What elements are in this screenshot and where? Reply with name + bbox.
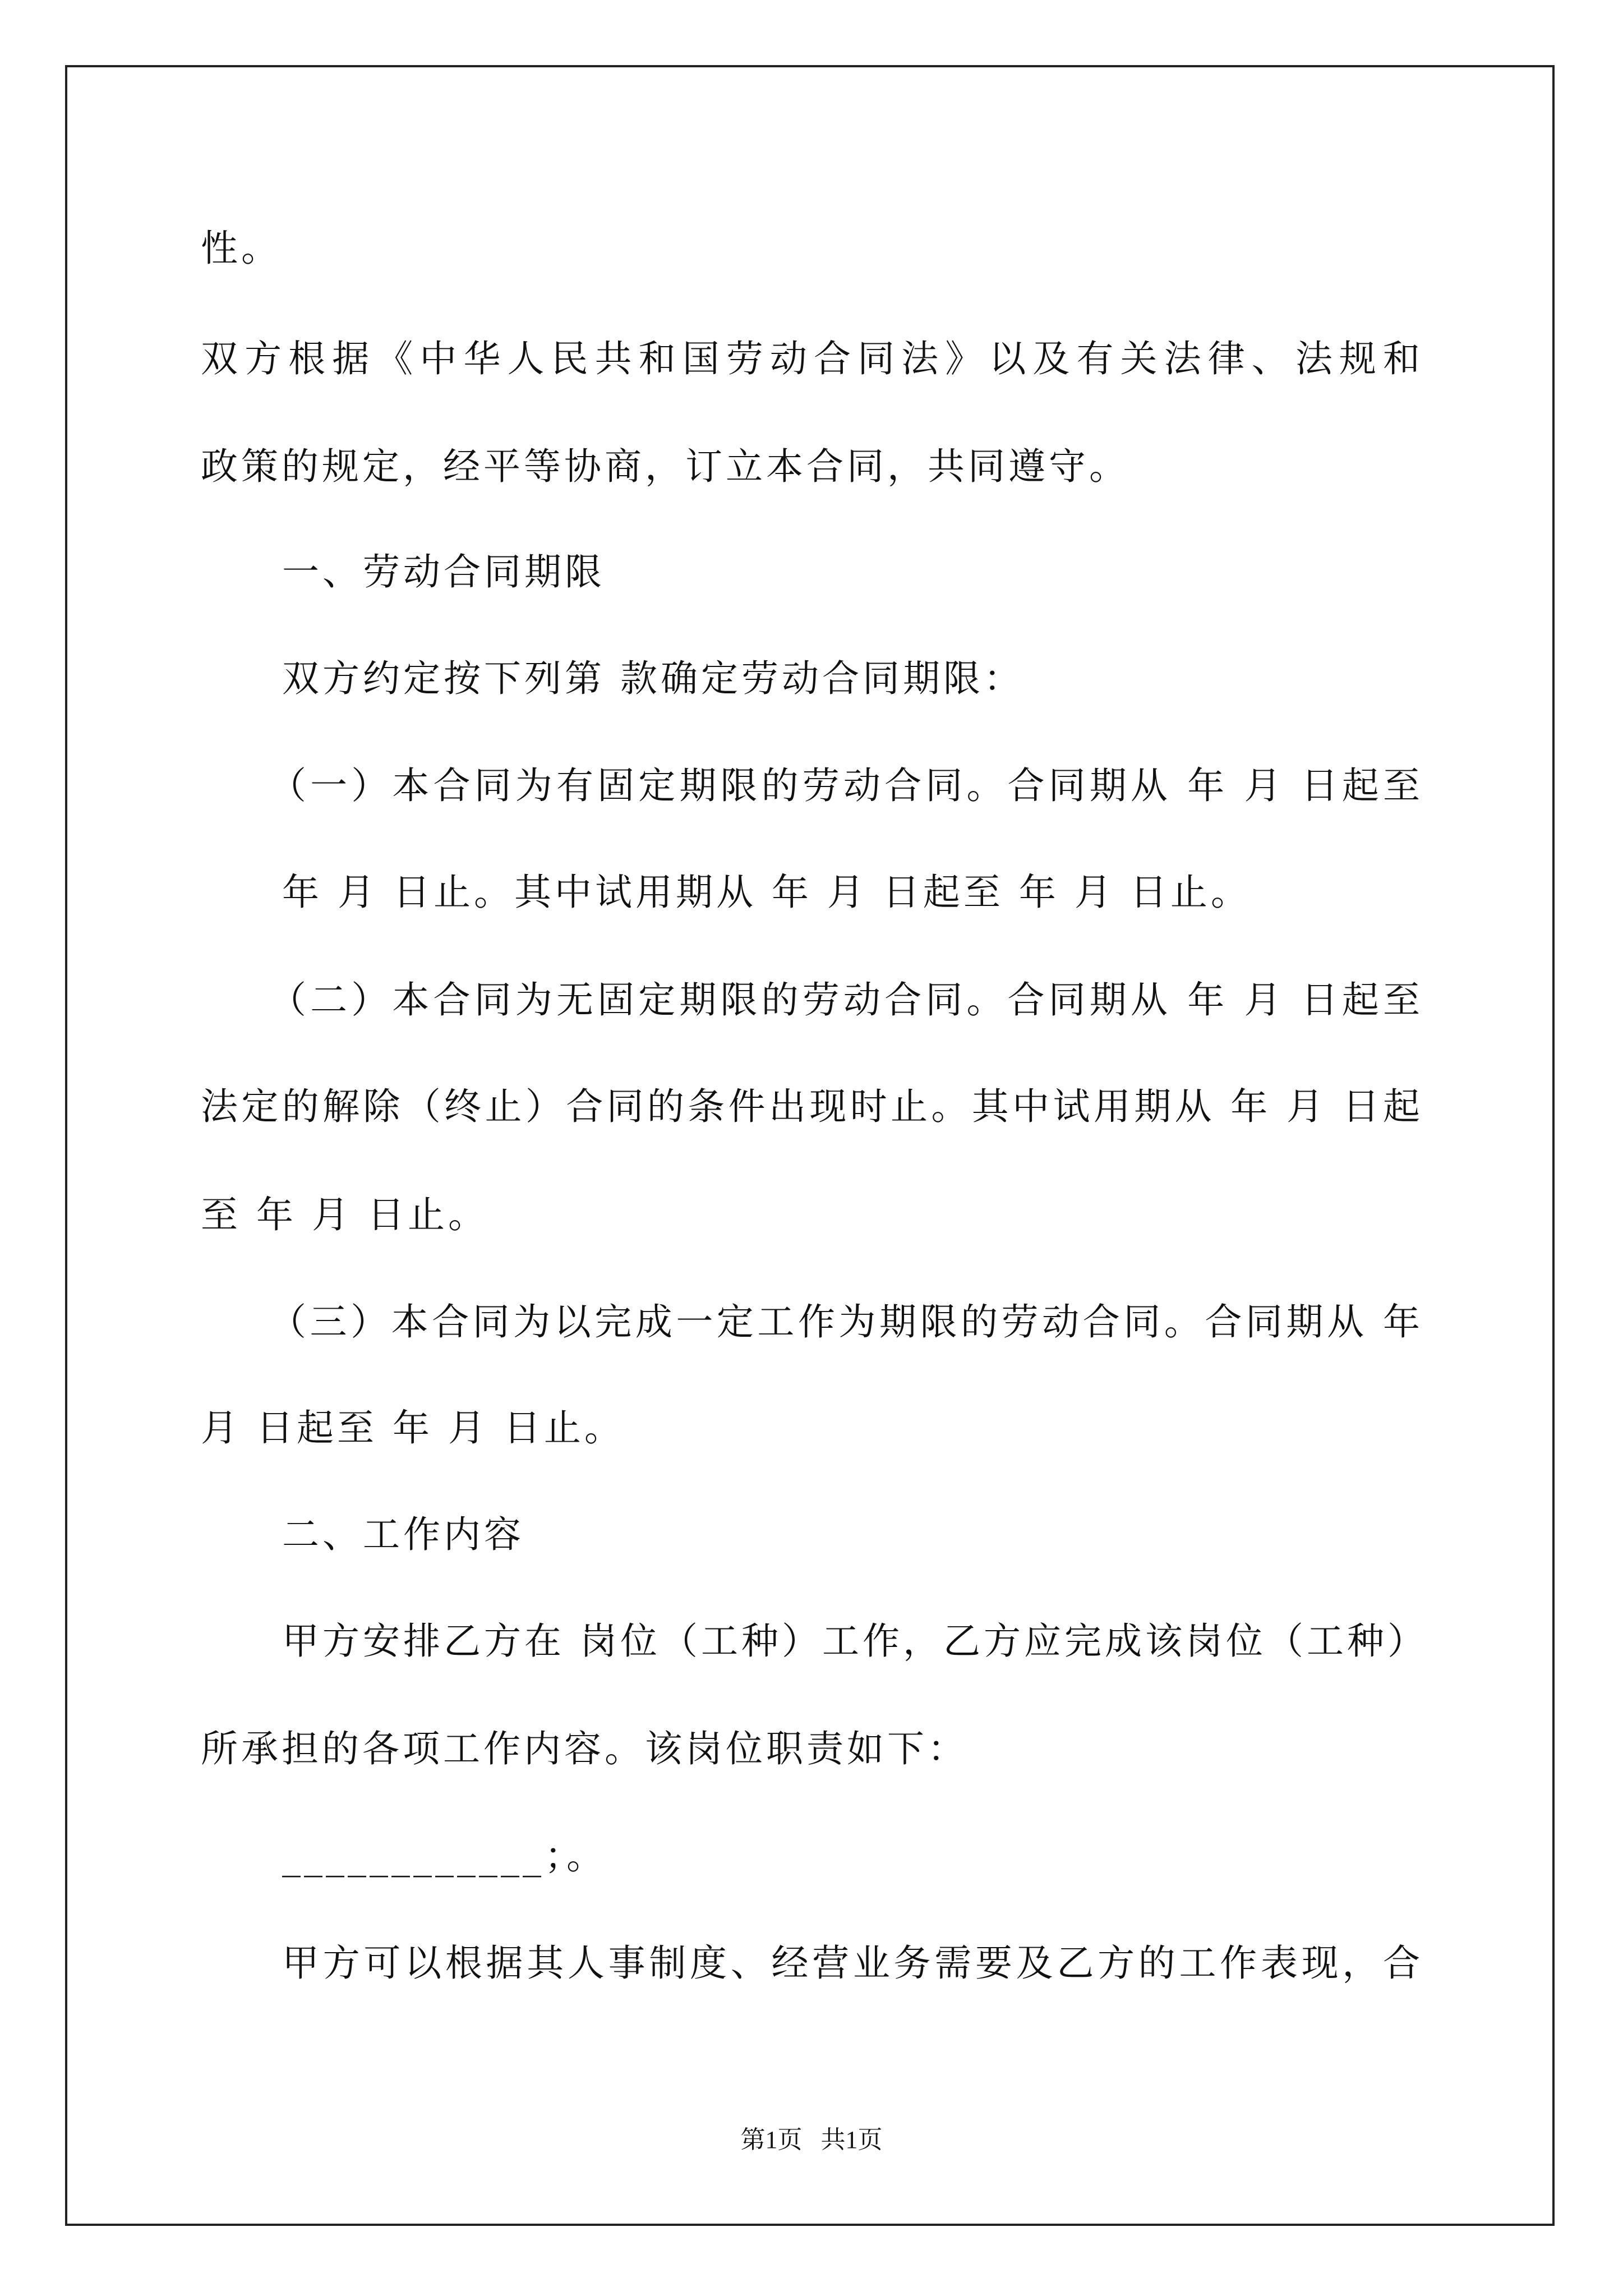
text-line: 所承担的各项工作内容。该岗位职责如下： xyxy=(201,1727,968,1770)
text-line: 政策的规定，经平等协商，订立本合同，共同遵守。 xyxy=(201,445,1129,488)
text-line: （二）本合同为无固定期限的劳动合同。合同期从 年 月 日起至 xyxy=(269,978,1423,1022)
blank-fill-line: ____________；。 xyxy=(282,1834,607,1878)
text-line: 双方根据《中华人民共和国劳动合同法》以及有关法律、法规和 xyxy=(201,337,1423,380)
page-footer: 第1页 共1页 xyxy=(740,2126,883,2154)
text-line: 法定的解除（终止）合同的条件出现时止。其中试用期从 年 月 日起 xyxy=(201,1085,1423,1128)
page-border xyxy=(65,65,1555,2226)
text-line: 年 月 日止。其中试用期从 年 月 日起至 年 月 日止。 xyxy=(282,871,1251,914)
text-line: 性。 xyxy=(201,227,282,270)
text-line: 双方约定按下列第 款确定劳动合同期限： xyxy=(282,657,1024,700)
section-heading: 一、劳动合同期限 xyxy=(282,550,605,593)
text-line: 至 年 月 日止。 xyxy=(201,1193,488,1236)
text-line: （一）本合同为有固定期限的劳动合同。合同期从 年 月 日起至 xyxy=(269,764,1423,807)
section-heading: 二、工作内容 xyxy=(282,1513,524,1556)
text-line: 甲方安排乙方在 岗位（工种）工作，乙方应完成该岗位（工种） xyxy=(282,1619,1428,1663)
text-line: （三）本合同为以完成一定工作为期限的劳动合同。合同期从 年 xyxy=(269,1300,1423,1343)
text-line: 甲方可以根据其人事制度、经营业务需要及乙方的工作表现，合 xyxy=(282,1941,1423,1985)
text-line: 月 日起至 年 月 日止。 xyxy=(201,1406,625,1450)
